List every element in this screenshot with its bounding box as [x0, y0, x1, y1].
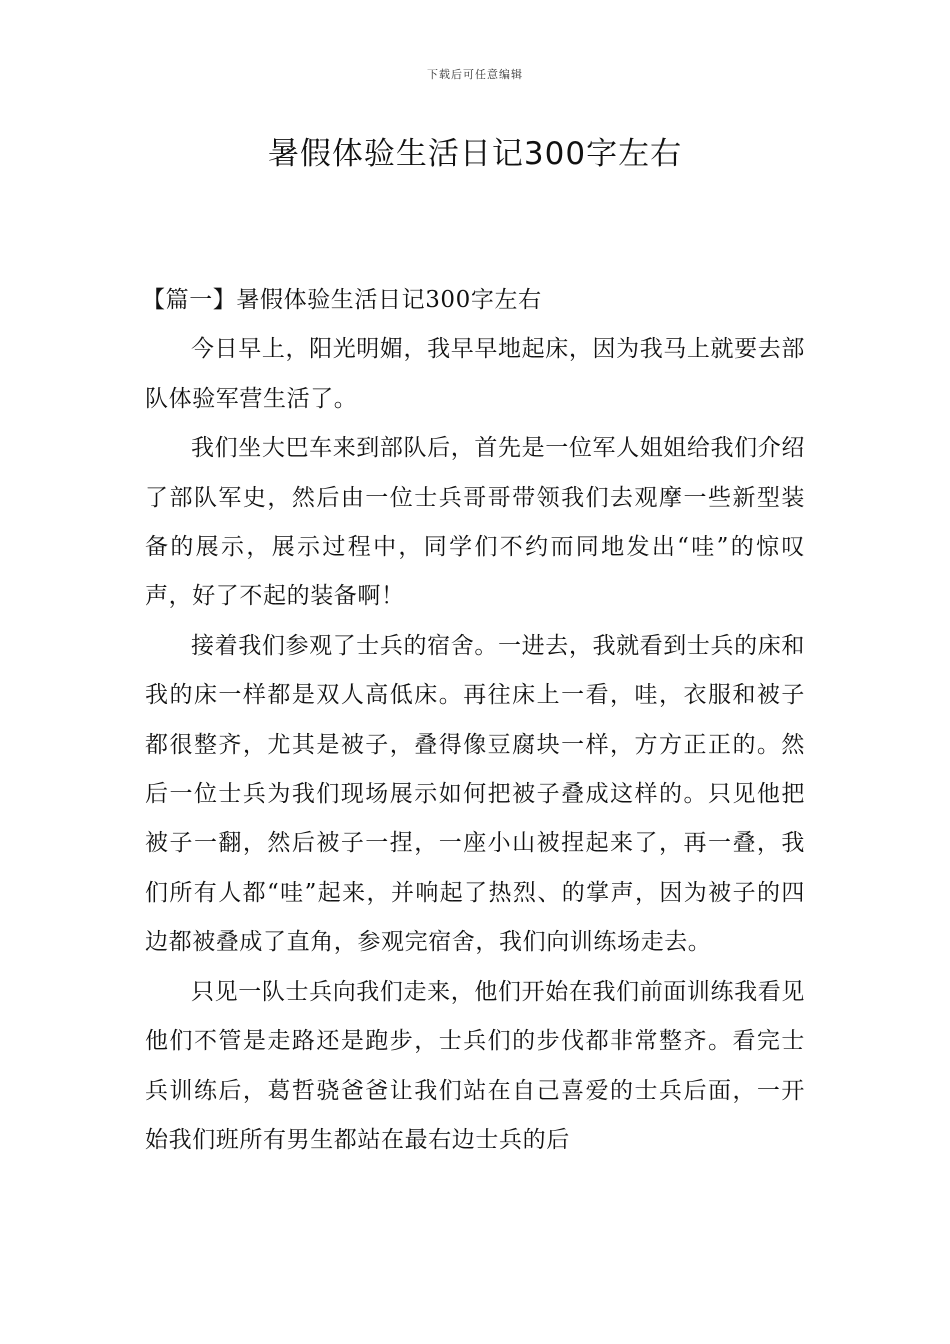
section-heading: 【篇一】暑假体验生活日记300字左右: [142, 287, 542, 313]
paragraph-1: 今日早上，阳光明媚，我早早地起床，因为我马上就要去部队体验军营生活了。: [145, 336, 805, 412]
document-body: [142, 276, 805, 1165]
paragraph-3: 接着我们参观了士兵的宿舍。一进去，我就看到士兵的床和我的床一样都是双人高低床。再往床上一看，哇，衣服和被子都很整齐，尤其是被子，叠得像豆腐块一样，方方正正的。然后一位士兵为我们现场展示如何把被子叠成这样的。只见他把被子一翻，然后被子一捏，一座小山被捏起来了，再一叠，我们所有人都“哇”起来，并响起了热烈、的掌声，因为被子的四边都被叠成了直角，参观完宿舍，我们向训练场走去。: [145, 632, 805, 956]
paragraph-2: 我们坐大巴车来到部队后，首先是一位军人姐姐给我们介绍了部队军史，然后由一位士兵哥哥带领我们去观摩一些新型装备的展示，展示过程中，同学们不约而同地发出“哇”的惊叹声，好了不起的装备啊！: [145, 435, 805, 610]
header-note: 下载后可任意编辑: [427, 68, 523, 81]
paragraph-4: 只见一队士兵向我们走来，他们开始在我们前面训练我看见他们不管是走路还是跑步，士兵们的步伐都非常整齐。看完士兵训练后，葛哲骁爸爸让我们站在自己喜爱的士兵后面，一开始我们班所有男生都站在最右边士兵的后: [145, 978, 805, 1153]
document-title: 暑假体验生活日记300字左右: [267, 136, 683, 172]
